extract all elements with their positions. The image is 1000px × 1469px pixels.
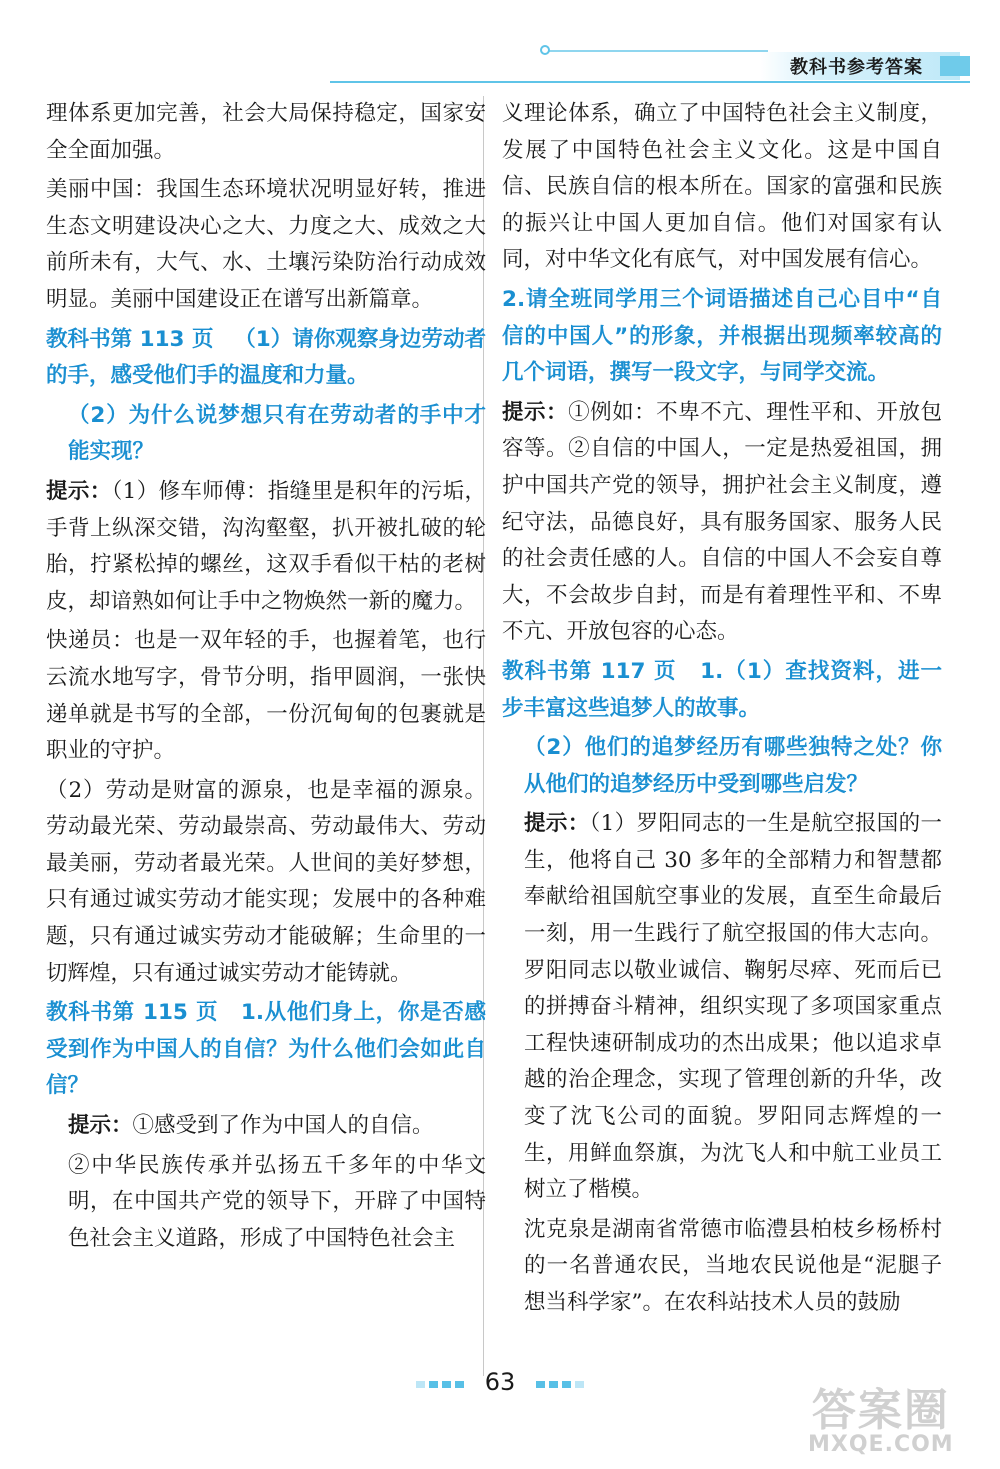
question-text: 1.从他们身上，你是否感受到作为中国人的自信？为什么他们会如此自信？: [46, 1000, 486, 1099]
header-title: 教科书参考答案: [790, 57, 923, 78]
question-117: [502, 654, 942, 727]
watermark-text: 答案圈: [811, 1385, 950, 1436]
paragraph: （2）劳动是财富的源泉，也是幸福的源泉。劳动最光荣、劳动最崇高、劳动最伟大、劳动最美丽，劳动者最光荣。人世间的美好梦想，只有通过诚实劳动才能实现；发展中的各种难题，只有通过诚实劳动才能破解；生命里的一切辉煌，只有通过诚实劳动才能铸就。: [46, 777, 486, 986]
hint-paragraph: [46, 474, 486, 620]
paragraph: 美丽中国：我国生态环境状况明显好转，推进生态文明建设决心之大、力度之大、成效之大前所未有，大气、水、土壤污染防治行动成效明显。美丽中国建设正在谱写出新篇章。: [46, 177, 486, 312]
question-113: [46, 322, 486, 395]
question-115: [46, 995, 486, 1105]
hint-paragraph: [502, 395, 942, 651]
section-label-117: 教科书第 117 页: [502, 658, 677, 684]
watermark-logo: [808, 1385, 954, 1457]
paragraph: 沈克泉是湖南省常德市临澧县柏枝乡杨桥村的一名普通农民，当地农民说他是“泥腿子想当科学家”。在农科站技术人员的鼓励: [524, 1216, 942, 1315]
question-text: （2）他们的追梦经历有哪些独特之处？你从他们的追梦经历中受到哪些启发？: [524, 735, 942, 797]
question-text: 1.（1）查找资料，进一步丰富这些追梦人的故事。: [502, 658, 942, 721]
header-decor-line: [330, 81, 970, 83]
footer-decor-left: [414, 1373, 466, 1392]
paragraph: ②中华民族传承并弘扬五千多年的中华文明，在中国共产党的领导下，开辟了中国特色社会主义道路，形成了中国特色社会主: [68, 1152, 486, 1251]
paragraph: 快递员：也是一双年轻的手，也握着笔，也行云流水地写字，骨节分明，指甲圆润，一张快递单就是书写的全部，一份沉甸甸的包裹就是职业的守护。: [46, 628, 486, 764]
header-decor-block: [940, 56, 970, 76]
paragraph: 义理论体系，确立了中国特色社会主义制度，发展了中国特色社会主义文化。这是中国自信、民族自信的根本所在。国家的富强和民族的振兴让中国人更加自信。他们对国家有认同，对中华文化有底气，对中国发展有信心。: [502, 101, 942, 273]
footer-decor-right: [534, 1373, 586, 1392]
paragraph: 理体系更加完善，社会大局保持稳定，国家安全全面加强。: [46, 101, 486, 163]
right-column: [502, 96, 942, 1325]
header-decor-line-top: [548, 50, 768, 52]
hint-text: ①例如：不卑不亢、理性平和、开放包容等。②自信的中国人，一定是热爱祖国，拥护中国共产党的领导，拥护社会主义制度，遵纪守法，品德良好，具有服务国家、服务人民的社会责任感的人。自信的中国人不会妄自尊大，不会故步自封，而是有着理性平和、不卑不亢、开放包容的心态。: [502, 399, 942, 645]
question-2: 2.请全班同学用三个词语描述自己心目中“自信的中国人”的形象，并根据出现频率较高的几个词语，撰写一段文字，与同学交流。: [502, 286, 942, 386]
hint-label: 提示：: [502, 399, 569, 425]
hint-label: 提示：: [46, 478, 112, 504]
hint-text: （1）修车师傅：指缝里是积年的污垢，手背上纵深交错，沟沟壑壑，扒开被扎破的轮胎，拧紧松掉的螺丝，这双手看似干枯的老树皮，却谙熟如何让手中之物焕然一新的魔力。: [46, 478, 486, 614]
hint-paragraph: [46, 1108, 486, 1145]
hint-paragraph: [502, 806, 942, 1209]
hint-text: ①感受到了作为中国人的自信。: [132, 1113, 434, 1139]
question-text: （1）请你观察身边劳动者的手，感受他们手的温度和力量。: [46, 326, 486, 389]
hint-label: 提示：: [524, 811, 590, 837]
hint-text: （1）罗阳同志的一生是航空报国的一生，他将自己 30 多年的全部精力和智慧都奉献给祖国航空事业的发展，直至生命最后一刻，用一生践行了航空报国的伟大志向。罗阳同志以敬业诚信、鞠躬尽瘁、死而后已的拼搏奋斗精神，组织实现了多项国家重点工程快速研制成功的杰出成果；他以追求卓越的治企理念，实现了管理创新的升华，改变了沈飞公司的面貌。罗阳同志辉煌的一生，用鲜血祭旗，为沈飞人和中航工业员工树立了楷模。: [524, 811, 942, 1203]
section-label-115: 教科书第 115 页: [46, 1000, 219, 1026]
page-number: 63: [484, 1368, 516, 1396]
question-text: （2）为什么说梦想只有在劳动者的手中才能实现？: [68, 402, 486, 465]
watermark-url: MXQE.COM: [808, 1432, 954, 1457]
section-label-113: 教科书第 113 页: [46, 326, 214, 352]
left-column: [46, 96, 486, 1260]
header-decor-dot: [540, 45, 550, 55]
hint-label: 提示：: [68, 1113, 133, 1139]
